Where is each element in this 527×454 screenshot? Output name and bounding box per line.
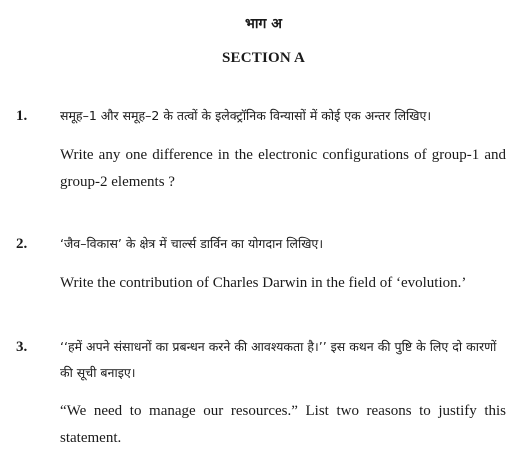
question-text-english: “We need to manage our resources.” List two reasons to justify this statement.	[60, 403, 506, 446]
question-text-hindi: ‘जैव–विकास’ के क्षेत्र में चार्ल्स डार्विन का योगदान लिखिए।	[60, 236, 324, 251]
section-title: SECTION A	[221, 50, 306, 66]
question-text-english: Write the contribution of Charles Darwin in the field of ‘evolution.’	[60, 275, 467, 291]
question-number: 2.	[16, 236, 28, 252]
question-text-hindi: समूह–1 और समूह–2 के तत्वों के इलेक्ट्रॉनिक विन्यासों में कोई एक अन्तर लिखिए।	[60, 108, 432, 123]
question-text-hindi: ‘‘हमें अपने संसाधनों का प्रबन्धन करने की आवश्यकता है।’’ इस कथन की पुष्टि के लिए दो कारणों की सूची बनाइए।	[60, 339, 497, 380]
section-title-hindi: भाग अ	[245, 16, 282, 32]
question-text-english: Write any one difference in the electronic configurations of group-1 and group-2 elements ?	[60, 147, 506, 190]
question-number: 3.	[16, 339, 28, 355]
question-number: 1.	[16, 108, 28, 124]
